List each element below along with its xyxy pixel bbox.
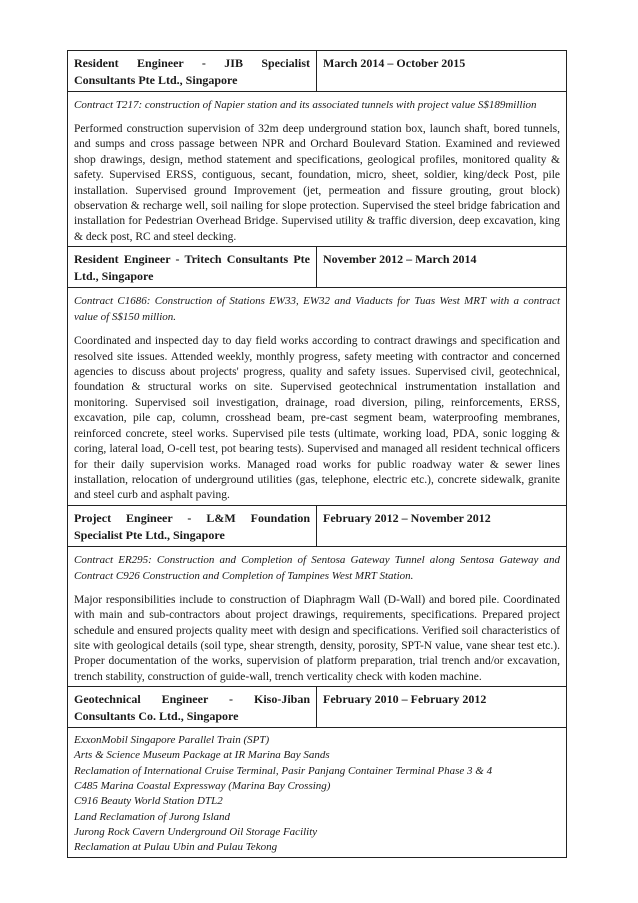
project-item: C485 Marina Coastal Expressway (Marina Bay Crossing)	[74, 780, 331, 793]
experience-body	[68, 728, 567, 857]
experience-body-row	[68, 288, 567, 505]
employer-title: Project Engineer - L&M Foundation Specialist Pte Ltd., Singapore	[68, 505, 317, 546]
experience-header-row	[68, 247, 567, 288]
experience-header-row	[68, 687, 567, 728]
project-item: C916 Beauty World Station DTL2	[74, 795, 223, 808]
employment-period: February 2010 – February 2012	[317, 687, 567, 728]
responsibilities-text: Performed construction supervision of 32m deep underground station box, launch shaft, bored tunnels, and sumps and cross passage between NPR and Orchard Boulevard Station. Examined and reviewed shop drawings, design, method statement and specifications, geological profiles, monitored quality & safety. Supervised ERSS, contiguous, secant, foundation, micro, sheet, soldier, king/deck Post, pile installation. Supervised ground Improvement (jet, permeation and fissure grouting, grout block) observation & recharge well, soil nailing for slope protection. Supervised the steel bridge fabrication and installation for Pedestrian Overhead Bridge. Supervised utility & traffic diversion, deep excavation, king & deck post, RC and steel decking.	[74, 123, 560, 243]
project-item: Jurong Rock Cavern Underground Oil Storage Facility	[74, 825, 318, 838]
project-item: Land Reclamation of Jurong Island	[74, 810, 231, 823]
experience-body	[68, 288, 567, 505]
project-item: Arts & Science Museum Package at IR Marina Bay Sands	[74, 749, 330, 762]
project-item: Reclamation of International Cruise Terminal, Pasir Panjang Container Terminal Phase 3 & 4	[74, 764, 493, 777]
experience-body-row	[68, 546, 567, 686]
contract-description: Contract T217: construction of Napier station and its associated tunnels with project value S$189million	[74, 99, 537, 111]
project-item: Reclamation at Pulau Ubin and Pulau Tekong	[74, 841, 278, 854]
experience-table	[67, 50, 567, 858]
experience-header-row	[68, 505, 567, 546]
experience-body	[68, 546, 567, 686]
responsibilities-text: Coordinated and inspected day to day field works according to contract drawings and specification and resolved site issues. Attended weekly, monthly progress, safety meeting with contractor and concerned agencies to discuss about projects' progress, quality and safety issues. Supervised civil, geotechnical, foundation & structural works on site. Supervised geotechnical instrumentation installation and monitoring. Supervised soil investigation, drainage, road diversion, piling, reinforcements, ERSS, excavation, pile cap, column, crosshead beam, pre-cast segment beam, waterproofing membranes, reinforced concrete, steel works. Supervised pile tests (ultimate, working load, PDA, sonic logging & coring, lateral load, O-cell test, pot bearing tests). Supervised and managed all resident technical officers for their daily supervision works. Managed road works for public roadway water & sewer lines installation, relocation of underground utilities (gas, telephone, electric etc.), concrete sidewalk, granite and steel curb and asphalt paving.	[74, 335, 560, 502]
experience-body-row	[68, 92, 567, 247]
resume-page	[67, 50, 567, 858]
employer-title: Resident Engineer - Tritech Consultants Pte Ltd., Singapore	[68, 247, 317, 288]
contract-description: Contract ER295: Construction and Completion of Sentosa Gateway Tunnel along Sentosa Gateway and Contract C926 Construction and Completion of Tampines West MRT Station.	[74, 553, 560, 582]
employment-period: February 2012 – November 2012	[317, 505, 567, 546]
employer-title: Resident Engineer - JIB Specialist Consultants Pte Ltd., Singapore	[68, 51, 317, 92]
employer-title: Geotechnical Engineer - Kiso-Jiban Consultants Co. Ltd., Singapore	[68, 687, 317, 728]
project-item: ExxonMobil Singapore Parallel Train (SPT)	[74, 734, 270, 747]
experience-body-row	[68, 728, 567, 857]
employment-period: March 2014 – October 2015	[317, 51, 567, 92]
employment-period: November 2012 – March 2014	[317, 247, 567, 288]
experience-header-row	[68, 51, 567, 92]
experience-body	[68, 92, 567, 247]
responsibilities-text: Major responsibilities include to construction of Diaphragm Wall (D-Wall) and bored pile. Coordinated with main and sub-contractors about project drawings, requirements, specifications. Prepared project schedule and ensured projects quality meet with design and specifications. Verified soil characteristics of site with geological details (soil type, shear strength, density, porosity, SPT-N value, vane shear test etc.). Proper documentation of the works, supervision of platform preparation, trial trench and/or excavation, trench stability, construction of guide-wall, trench verticality check with koden machine.	[74, 593, 560, 683]
contract-description: Contract C1686: Construction of Stations EW33, EW32 and Viaducts for Tuas West MRT with a contract value of S$150 million.	[74, 295, 560, 324]
